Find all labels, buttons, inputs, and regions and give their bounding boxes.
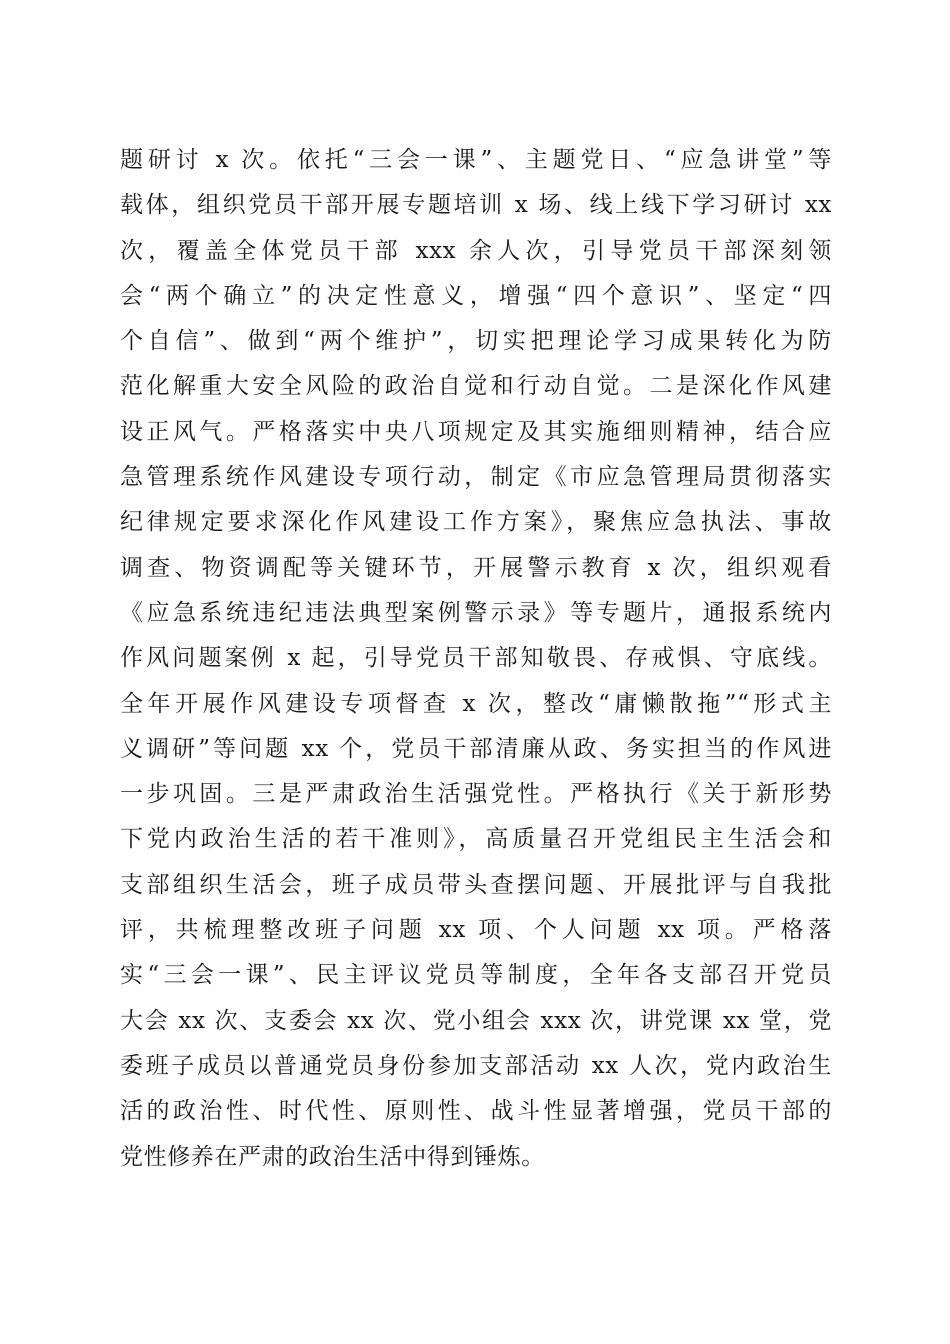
text-line-9: 纪律规定要求深化作风建设工作方案》，聚焦应急执法、事故 [120, 509, 832, 536]
body-paragraph [120, 138, 832, 1180]
text-line-13: 全年开展作风建设专项督查 x 次，整改“庸懒散拖”“形式主 [120, 690, 832, 717]
text-line-17: 支部组织生活会，班子成员带头查摆问题、开展批评与自我批 [120, 871, 832, 898]
text-line-3: 次，覆盖全体党员干部 xxx 余人次，引导党员干部深刻领 [120, 237, 832, 264]
text-line-23: 党性修养在严肃的政治生活中得到锤炼。 [120, 1143, 545, 1170]
text-line-6: 范化解重大安全风险的政治自觉和行动自觉。二是深化作风建 [120, 373, 832, 400]
text-line-5: 个自信”、做到“两个维护”，切实把理论学习成果转化为防 [120, 328, 832, 355]
text-line-19: 实“三会一课”、民主评议党员等制度，全年各支部召开党员 [120, 962, 832, 989]
text-line-2: 载体，组织党员干部开展专题培训 x 场、线上线下学习研讨 xx [120, 192, 832, 219]
text-line-15: 一步巩固。三是严肃政治生活强党性。严格执行《关于新形势 [120, 781, 832, 808]
text-line-8: 急管理系统作风建设专项行动，制定《市应急管理局贯彻落实 [120, 464, 832, 491]
text-line-4: 会“两个确立”的决定性意义，增强“四个意识”、坚定“四 [120, 282, 832, 309]
text-line-1: 题研讨 x 次。依托“三会一课”、主题党日、“应急讲堂”等 [120, 147, 832, 173]
text-line-12: 作风问题案例 x 起，引导党员干部知敬畏、存戒惧、守底线。 [120, 645, 832, 672]
text-line-7: 设正风气。严格落实中央八项规定及其实施细则精神，结合应 [120, 418, 832, 445]
text-line-16: 下党内政治生活的若干准则》，高质量召开党组民主生活会和 [120, 826, 832, 853]
text-line-11: 《应急系统违纪违法典型案例警示录》等专题片，通报系统内 [120, 599, 832, 626]
text-line-20: 大会 xx 次、支委会 xx 次、党小组会 xxx 次，讲党课 xx 堂，党 [120, 1007, 832, 1034]
text-line-21: 委班子成员以普通党员身份参加支部活动 xx 人次，党内政治生 [120, 1052, 832, 1079]
text-line-18: 评，共梳理整改班子问题 xx 项、个人问题 xx 项。严格落 [120, 917, 832, 944]
text-line-22: 活的政治性、时代性、原则性、战斗性显著增强，党员干部的 [120, 1098, 832, 1125]
text-line-10: 调查、物资调配等关键环节，开展警示教育 x 次，组织观看 [120, 554, 832, 581]
text-line-14: 义调研”等问题 xx 个，党员干部清廉从政、务实担当的作风进 [120, 735, 832, 762]
